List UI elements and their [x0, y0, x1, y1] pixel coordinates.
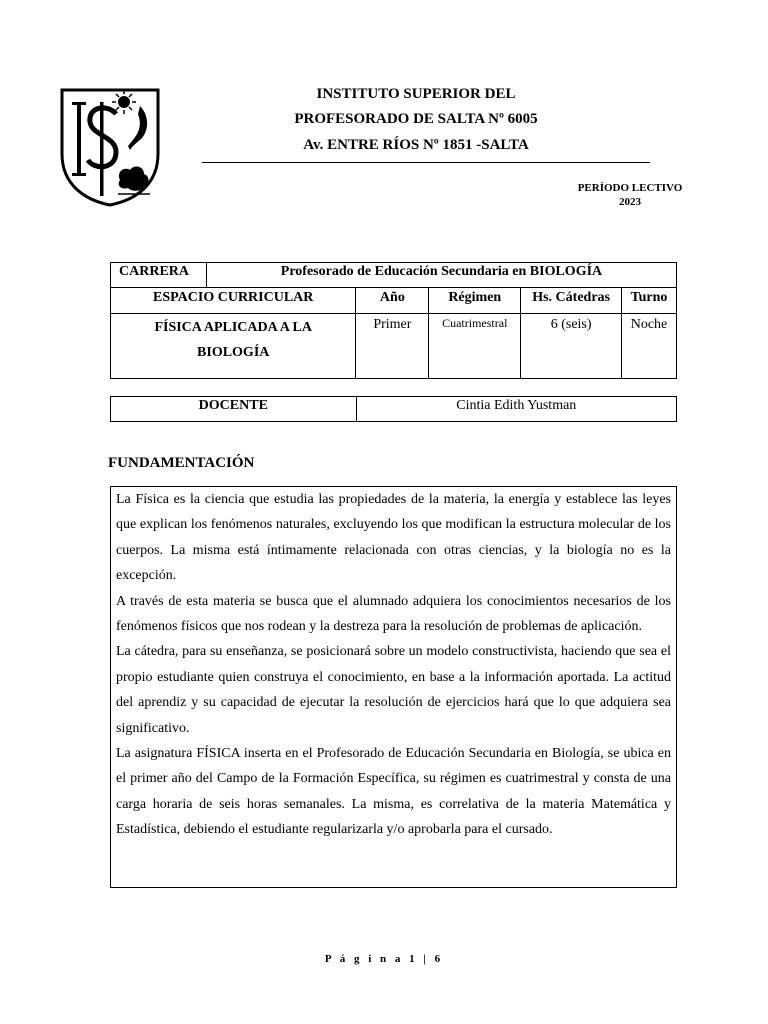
espacio-line2: BIOLOGÍA	[197, 345, 270, 360]
carrera-value: Profesorado de Educación Secundaria en BIOLOGÍA	[206, 263, 676, 288]
periodo-year: 2023	[619, 196, 641, 208]
fundamentacion-paragraph: A través de esta materia se busca que el alumnado adquiera los conocimientos necesarios de los fenómenos físicos que nos rodean y la destreza para la resolución de problemas de aplicación.	[116, 593, 671, 635]
fundamentacion-box	[110, 486, 677, 888]
header-turno: Turno	[622, 288, 677, 314]
course-info-table	[110, 262, 677, 379]
espacio-line1: FÍSICA APLICADA A LA	[154, 320, 312, 335]
anio-value: Primer	[356, 314, 429, 379]
institute-crest-icon	[58, 84, 162, 208]
institute-name-line2: PROFESORADO DE SALTA Nº 6005	[294, 111, 538, 127]
turno-value: Noche	[622, 314, 677, 379]
page-number: P á g i n a 1 | 6	[324, 953, 444, 965]
regimen-value: Cuatrimestral	[429, 314, 521, 379]
header-anio: Año	[356, 288, 429, 314]
fundamentacion-paragraph: La Física es la ciencia que estudia las propiedades de la materia, la energía y establece las leyes que explican los fenómenos naturales, excluyendo los que modifican la estructura molecular de los cuerpos. La misma está íntimamente relacionada con otras ciencias, y la biología no es la excepción.	[116, 492, 671, 584]
espacio-curricular-value	[111, 314, 356, 379]
periodo-label: PERÍODO LECTIVO	[577, 182, 683, 194]
docente-table	[110, 396, 677, 422]
carrera-label: CARRERA	[111, 263, 207, 288]
header-espacio-curricular: ESPACIO CURRICULAR	[111, 288, 356, 314]
institute-name-line1: INSTITUTO SUPERIOR DEL	[316, 86, 516, 102]
fundamentacion-paragraph: La asignatura FÍSICA inserta en el Profesorado de Educación Secundaria en Biología, se ubica en el primer año del Campo de la Formación Específica, su régimen es cuatrimestral y consta de una carga horaria de seis horas semanales. La misma, es correlativa de la materia Matemática y Estadística, debiendo el estudiante regularizarla y/o aprobarla para el cursado.	[116, 746, 671, 838]
horas-value: 6 (seis)	[521, 314, 622, 379]
fundamentacion-title: FUNDAMENTACIÓN	[108, 455, 255, 471]
docente-value: Cintia Edith Yustman	[356, 397, 676, 422]
header-regimen: Régimen	[429, 288, 521, 314]
header-divider	[202, 162, 650, 163]
docente-label: DOCENTE	[111, 397, 357, 422]
fundamentacion-paragraph: La cátedra, para su enseñanza, se posicionará sobre un modelo constructivista, haciendo que sea el propio estudiante quien construya el conocimiento, en base a la información aportada. La actitud del aprendiz y su capacidad de ejecutar la resolución de ejercicios hará que lo que adquiera sea significativo.	[116, 644, 671, 736]
header-horas: Hs. Cátedras	[521, 288, 622, 314]
institute-address: Av. ENTRE RÍOS Nº 1851 -SALTA	[303, 137, 529, 153]
